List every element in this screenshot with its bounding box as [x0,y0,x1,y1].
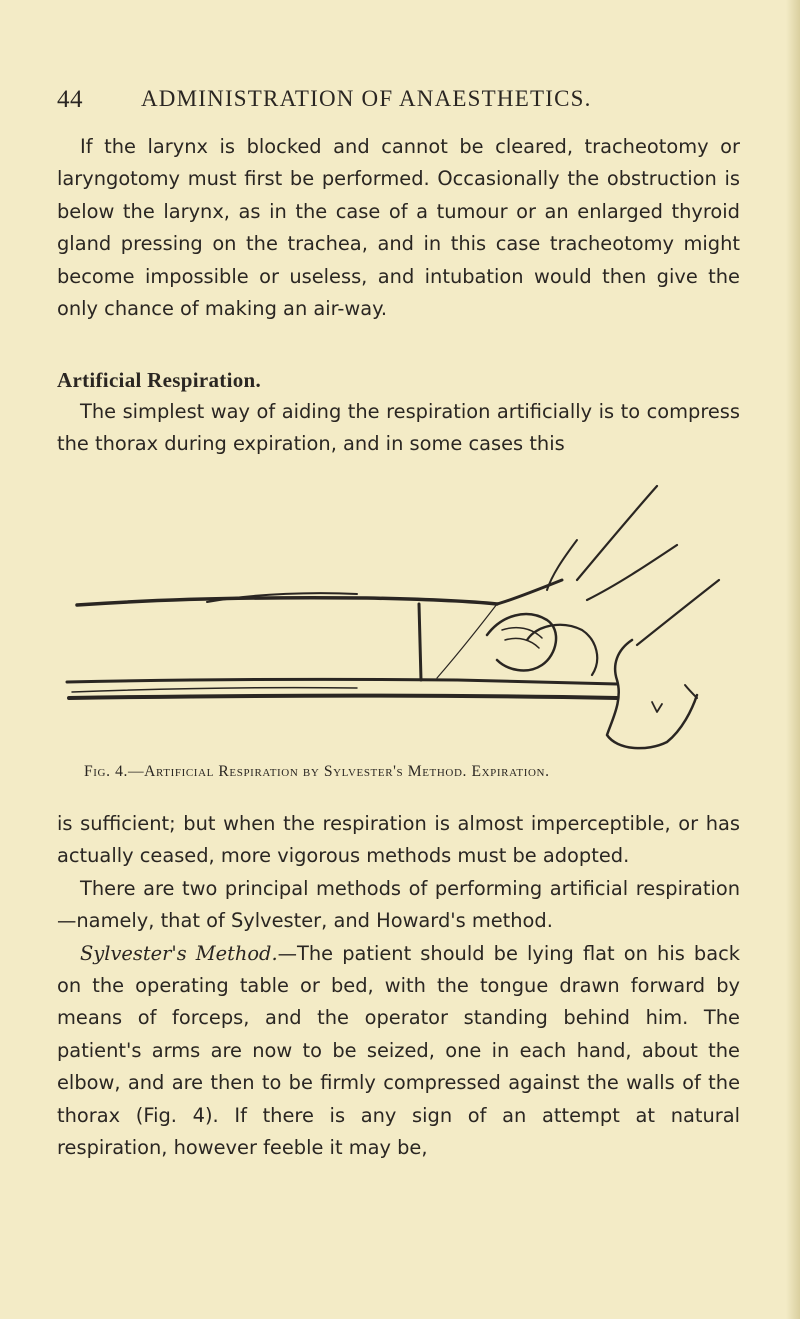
table-line [69,696,617,698]
forearm [547,540,577,590]
running-head-title: ADMINISTRATION OF ANAESTHETICS. [141,86,592,111]
left-hand [487,614,556,670]
arm-upper [497,580,562,604]
paragraph-continuation: is sufficient; but when the respiration is almost imperceptible, or has actually ceased, more vigorous methods must be adopted. [57,812,740,868]
body-upper-outline [77,598,497,605]
paragraph-methods: There are two principal methods of performing artificial respiration—namely, that of Sylvester, and Howard's method. [57,876,740,933]
chest-edge [419,604,421,680]
page-number: 44 [57,86,83,113]
text-block-before-figure [57,396,740,461]
sylvester-method-label: Sylvester's Method. [80,941,278,965]
paragraph-larynx: If the larynx is blocked and cannot be cleared, tracheotomy or laryngotomy must first be performed. Occasionally the obstruction is below the larynx, as in the case of a tumour or an enlarged thyroid gland pressing on the trachea, and in this case tracheotomy might become impossible or useless, and intubation would then give the only chance of making an air-way. [57,135,740,321]
sylvester-method-text: —The patient should be lying flat on his back on the operating table or bed, with the tongue drawn forward by means of forceps, and the operator standing behind him. The patient's arms are now to be seized, one in each hand, about the elbow, and are then to be firmly compressed against the walls of the thorax (Fig. 4). If there is any sign of an attempt at natural respiration, however feeble it may be, [57,941,741,1160]
paragraph-simplest-way: The simplest way of aiding the respiration artificially is to compress the thorax during expiration, and in some cases this [57,400,740,456]
section-heading: Artificial Respiration. [57,368,262,392]
figure-caption: Fig. 4.—Artificial Respiration by Sylvester's Method. Expiration. [84,763,550,780]
head-outline [607,640,697,748]
paragraph-sylvester [57,938,740,1165]
page-edge-shadow [786,0,800,1319]
chest-shadow [437,604,497,678]
figure-sylvester-method [57,480,747,762]
text-block-bottom [57,808,740,1164]
table-shading [72,688,357,692]
text-block-top [57,131,740,325]
running-head [57,86,747,118]
hand-shading-1 [502,628,542,638]
sylvester-illustration [57,480,747,762]
hand-shading-2 [505,638,539,648]
ear-mark [685,685,697,698]
arm-line-3 [637,580,719,645]
body-lower-outline [67,679,617,684]
mouth-forceps [652,702,662,712]
